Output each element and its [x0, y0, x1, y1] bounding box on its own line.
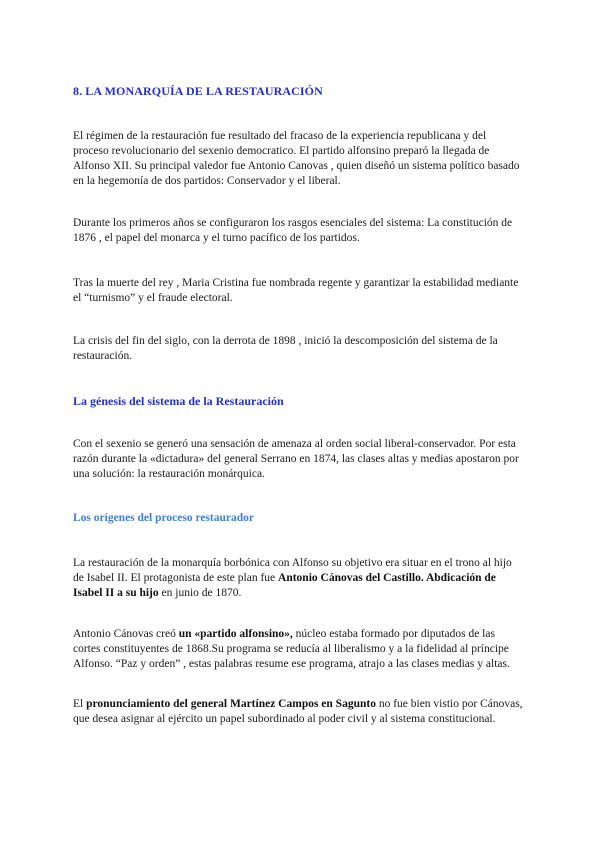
bold-text: Antonio Cánovas del Castillo. Abdicación de Isabel II a su hijo	[73, 572, 496, 599]
heading-genesis: La génesis del sistema de la Restauración	[73, 394, 284, 408]
paragraph-pronunciamiento	[73, 697, 523, 727]
paragraph-text: Antonio Cánovas creó	[73, 628, 179, 640]
paragraph-primeros-anos: Durante los primeros años se configuraron los rasgos esenciales del sistema: La constitución de 1876 , el papel del monarca y el turno pacífico de los partidos.	[73, 217, 513, 244]
bold-text: un «partido alfonsino»,	[178, 628, 293, 640]
paragraph-text: El	[73, 698, 87, 710]
paragraph-crisis: La crisis del fin del siglo, con la derrota de 1898 , inició la descomposición del sistema de la restauración.	[73, 335, 498, 362]
paragraph-text: La restauración de la monarquía borbónica con Alfonso su objetivo era situar en el trono al hijo de Isabel II. El protagonista de este plan fue	[73, 557, 512, 584]
heading-origenes: Los orígenes del proceso restaurador	[73, 512, 255, 524]
paragraph-text: no fue bien vistio por Cánovas, que desea asignar al ejército un papel subordinado al poder civil y al sistema constitucional.	[73, 698, 523, 725]
paragraph-sexenio: Con el sexenio se generó una sensación de amenaza al orden social liberal-conservador. Por esta razón durante la «dictadura» del general Serrano en 1874, las clases altas y medias apostaron por una solución: la restauración monárquica.	[73, 438, 519, 480]
page-title: 8. LA MONARQUÍA DE LA RESTAURACIÓN	[73, 84, 323, 98]
paragraph-text: en junio de 1870.	[158, 587, 242, 599]
bold-text: pronunciamiento del general Martínez Campos en Sagunto	[86, 698, 376, 710]
paragraph-maria-cristina: Tras la muerte del rey , Maria Cristina fue nombrada regente y garantizar la estabilidad mediante el “turnismo” y el fraude electoral.	[73, 277, 519, 304]
paragraph-text: núcleo estaba formado por diputados de las cortes constituyentes de 1868.Su programa se reducía al liberalismo y a la fidelidad al príncipe Alfonso. “Paz y orden” , estas palabras resume ese programa, atrajo a las clases medias y altas.	[73, 628, 510, 670]
paragraph-restauracion-borbonica	[73, 556, 523, 601]
paragraph-partido-alfonsino	[73, 627, 523, 672]
paragraph-intro: El régimen de la restauración fue resultado del fracaso de la experiencia republicana y del proceso revolucionario del sexenio democratico. El partido alfonsino preparó la llegada de Alfonso XII. Su principal valedor fue Antonio Canovas , quien diseñó un sistema político basado en la hegemonía de dos partidos: Conservador y el liberal.	[73, 130, 520, 187]
